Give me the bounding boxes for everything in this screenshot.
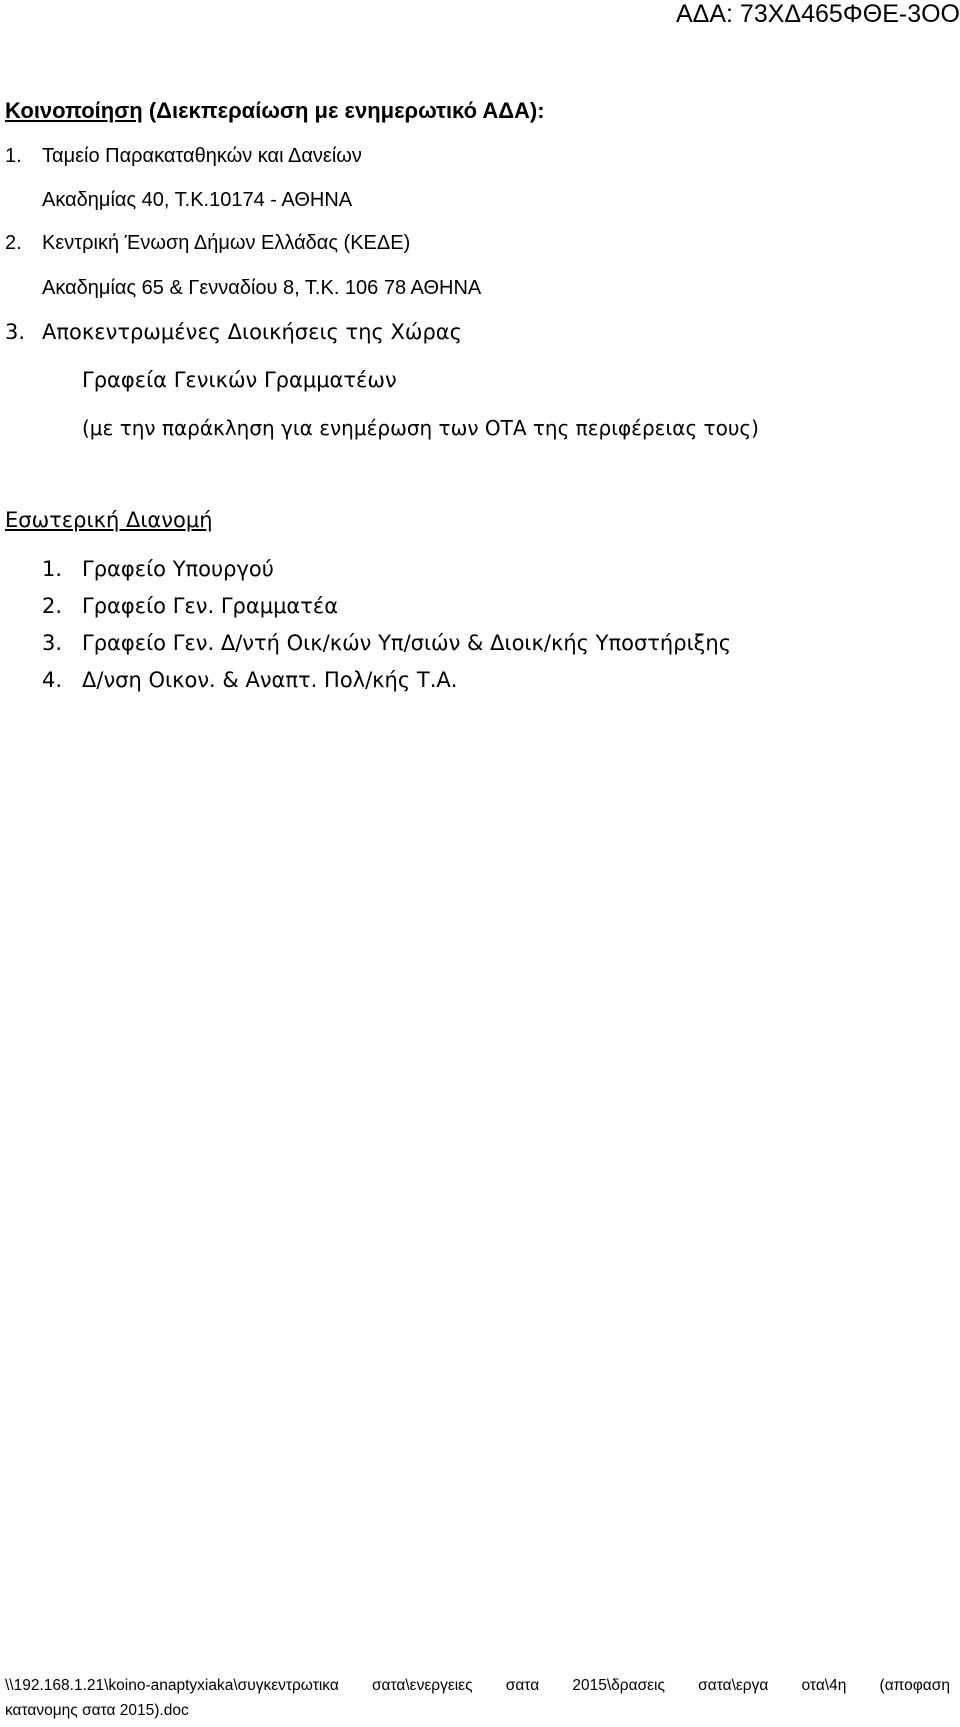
notification-item-3-note: (με την παράκληση για ενημέρωση των ΟΤΑ της περιφέρειας τους)	[82, 416, 759, 440]
internal-item-3	[42, 631, 731, 655]
footer-word: σατα\ενεργειες	[371, 1677, 473, 1694]
internal-item-1	[42, 557, 274, 581]
notification-item-3-sub: Γραφεία Γενικών Γραμματέων	[82, 368, 397, 392]
footer-file-path	[5, 1677, 950, 1720]
internal-distribution-title: Εσωτερική Διανομή	[5, 508, 213, 532]
footer-word: σατα\εργα	[698, 1677, 769, 1694]
notification-item-3-text: Αποκεντρωμένες Διοικήσεις της Χώρας	[42, 320, 462, 344]
internal-item-4	[42, 668, 457, 692]
document-id: ΑΔΑ: 73ΧΔ465ΦΘΕ-3ΟΟ	[675, 0, 960, 28]
internal-item-2-text: Γραφείο Γεν. Γραμματέα	[82, 594, 339, 618]
footer-word: \\192.168.1.21\koino-anaptyxiaka\συγκεντρωτικα	[5, 1677, 339, 1694]
footer-line-2: κατανομης σατα 2015).doc	[5, 1702, 189, 1719]
notification-title-rest: (Διεκπεραίωση με ενημερωτικό ΑΔΑ):	[142, 98, 545, 123]
footer-word: (αποφαση	[879, 1677, 950, 1694]
footer-word: σατα	[505, 1677, 540, 1694]
notification-item-3	[5, 320, 462, 344]
internal-item-3-number: 3.	[42, 631, 63, 655]
footer-line-1	[5, 1677, 950, 1695]
internal-item-4-number: 4.	[42, 668, 63, 692]
internal-item-1-text: Γραφείο Υπουργού	[82, 557, 274, 581]
internal-item-2-number: 2.	[42, 594, 63, 618]
internal-item-1-number: 1.	[42, 557, 63, 581]
notification-item-1-text: Ταμείο Παρακαταθηκών και Δανείων	[42, 145, 362, 167]
notification-item-1	[5, 145, 362, 168]
internal-item-4-text: Δ/νση Οικον. & Αναπτ. Πολ/κής Τ.Α.	[82, 668, 458, 692]
notification-title	[5, 98, 545, 124]
internal-item-3-text: Γραφείο Γεν. Δ/ντή Οικ/κών Υπ/σιών & Διοικ/κής Υποστήριξης	[82, 631, 732, 655]
notification-item-2-text: Κεντρική Ένωση Δήμων Ελλάδας (ΚΕΔΕ)	[42, 232, 411, 254]
notification-title-underlined: Κοινοποίηση	[5, 98, 143, 123]
notification-item-2-address: Ακαδημίας 65 & Γενναδίου 8, Τ.Κ. 106 78 ΑΘΗΝΑ	[42, 277, 482, 299]
footer-word: 2015\δρασεις	[572, 1677, 665, 1694]
notification-item-1-address: Ακαδημίας 40, Τ.Κ.10174 - ΑΘΗΝΑ	[42, 189, 353, 211]
footer-word: οτα\4η	[801, 1677, 847, 1694]
internal-item-2	[42, 594, 338, 618]
notification-item-2	[5, 232, 410, 255]
notification-item-2-number: 2.	[5, 232, 22, 254]
notification-item-1-number: 1.	[5, 145, 22, 167]
notification-item-3-number: 3.	[5, 320, 26, 344]
